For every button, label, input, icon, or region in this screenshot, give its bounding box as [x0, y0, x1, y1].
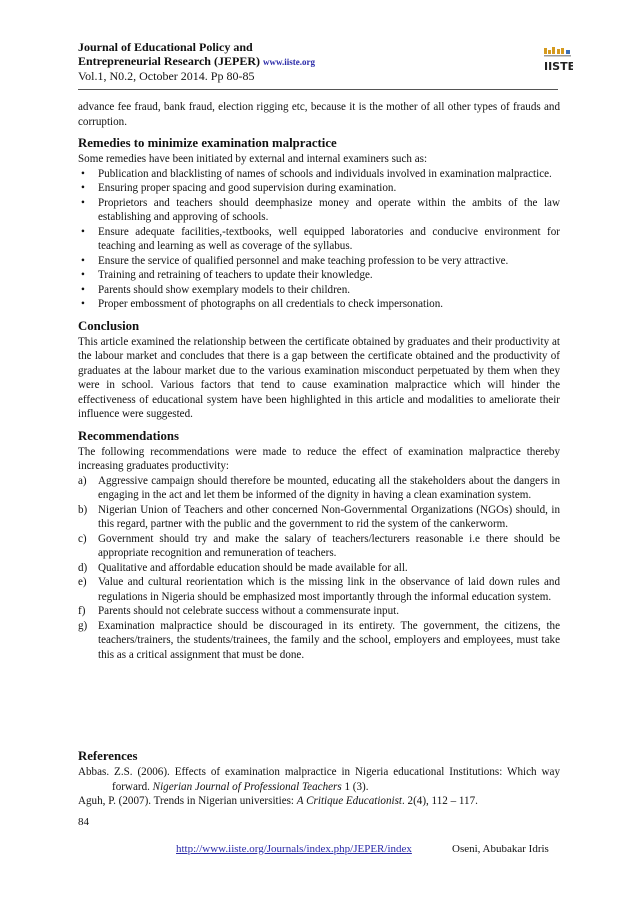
list-item: • Proprietors and teachers should deemphasize money and operate within the ambits of the law establishing and approving of schools.	[78, 196, 560, 225]
list-item: • Publication and blacklisting of names of schools and individuals involved in examination malpractice.	[78, 167, 560, 182]
remedies-heading: Remedies to minimize examination malpractice	[78, 136, 337, 150]
intro-paragraph: advance fee fraud, bank fraud, election rigging etc, because it is the mother of all other types of frauds and corruption.	[78, 101, 560, 128]
journal-title-line2: Entrepreneurial Research (JEPER)	[78, 54, 260, 68]
journal-volume: Vol.1, N0.2, October 2014. Pp 80-85	[78, 69, 255, 83]
list-marker: b)	[78, 503, 88, 516]
list-marker: f)	[78, 605, 86, 617]
journal-header	[78, 40, 478, 83]
recommendations-lead: The following recommendations were made to reduce the effect of examination malpractice thereby increasing graduates productivity:	[78, 445, 560, 472]
journal-title-line1: Journal of Educational Policy and	[78, 40, 253, 54]
journal-url-link[interactable]: http://www.iiste.org/Journals/index.php/JEPER/index	[176, 843, 412, 855]
list-item-text: Nigerian Union of Teachers and other concerned Non-Governmental Organizations (NGOs) should, in this regard, partner with the public and the government to rid the system of the cankerworm.	[98, 503, 560, 530]
list-marker: g)	[78, 619, 88, 632]
list-item	[78, 561, 560, 576]
svg-text:IISTE: IISTE	[544, 60, 573, 73]
list-item-text: Government should try and make the salary of teachers/lecturers reasonable i.e there should be appropriate recognition and remuneration of teachers.	[98, 532, 560, 559]
list-item	[78, 575, 560, 604]
page-footer	[176, 843, 549, 855]
reference-entry: Aguh, P. (2007). Trends in Nigerian universities: A Critique Educationist. 2(4), 112 – 117.	[78, 795, 478, 807]
list-item-text: Value and cultural reorientation which is the missing link in the observance of laid down rules and regulations in Nigeria should be emphasized most importantly through the informal education system.	[98, 576, 560, 603]
references-heading: References	[78, 749, 138, 763]
article-body	[78, 100, 560, 662]
iiste-logo	[543, 46, 573, 76]
list-item-text: Aggressive campaign should therefore be mounted, educating all the stakeholders about the dangers in engaging in the act and let them be informed of the dignity in having a clean examination system.	[98, 474, 560, 501]
header-divider	[78, 89, 558, 90]
list-marker: e)	[78, 576, 87, 588]
remedies-list	[78, 167, 560, 312]
conclusion-paragraph: This article examined the relationship between the certificate obtained by graduates and their productivity at the labour market and concludes that there is a gap between the certificate obtained and the productivity of graduates at the labour market due to the various examination misconduct perpetuated by them when they were in school. Various factors that tend to cause examination malpractice which will hinder the effectiveness of educational system have been highlighted in this article and modalities to ameliorate their influence were suggested.	[78, 335, 560, 420]
recommendations-list	[78, 474, 560, 663]
list-item	[78, 619, 560, 663]
list-item	[78, 604, 560, 619]
list-item: • Training and retraining of teachers to update their knowledge.	[78, 268, 560, 283]
remedies-lead: Some remedies have been initiated by external and internal examiners such as:	[78, 153, 428, 165]
recommendations-heading: Recommendations	[78, 428, 179, 443]
list-item-text: Parents should not celebrate success without a commensurate input.	[98, 605, 399, 617]
list-marker: c)	[78, 532, 87, 545]
list-item	[78, 474, 560, 503]
list-marker: d)	[78, 561, 88, 574]
conclusion-heading: Conclusion	[78, 318, 140, 333]
reference-entry: Abbas. Z.S. (2006). Effects of examination malpractice in Nigeria educational Institutions: Which way forward. Nigerian Journal of Professional Teachers 1 (3).	[78, 766, 560, 793]
list-item: • Ensuring proper spacing and good supervision during examination.	[78, 181, 560, 196]
list-item: • Proper embossment of photographs on all credentials to check impersonation.	[78, 297, 560, 312]
references-section	[78, 748, 560, 809]
list-item	[78, 532, 560, 561]
list-item: • Ensure the service of qualified personnel and make teaching profession to be very attractive.	[78, 254, 560, 269]
journal-website[interactable]: www.iiste.org	[262, 57, 315, 67]
footer-author: Oseni, Abubakar Idris	[452, 843, 549, 855]
list-item: • Parents should show exemplary models to their children.	[78, 283, 560, 298]
list-item-text: Examination malpractice should be discouraged in its entirety. The government, the citizens, the teachers/trainers, the students/trainees, the family and the school, employers and employees, must take this as a critical assignment that must be done.	[98, 619, 560, 661]
list-item-text: Qualitative and affordable education should be made available for all.	[98, 561, 408, 574]
page-number: 84	[78, 816, 89, 828]
list-item	[78, 503, 560, 532]
list-marker: a)	[78, 474, 87, 487]
list-item: • Ensure adequate facilities,-textbooks, well equipped laboratories and conducive environment for teaching and learning as well as coverage of the syllabus.	[78, 225, 560, 254]
